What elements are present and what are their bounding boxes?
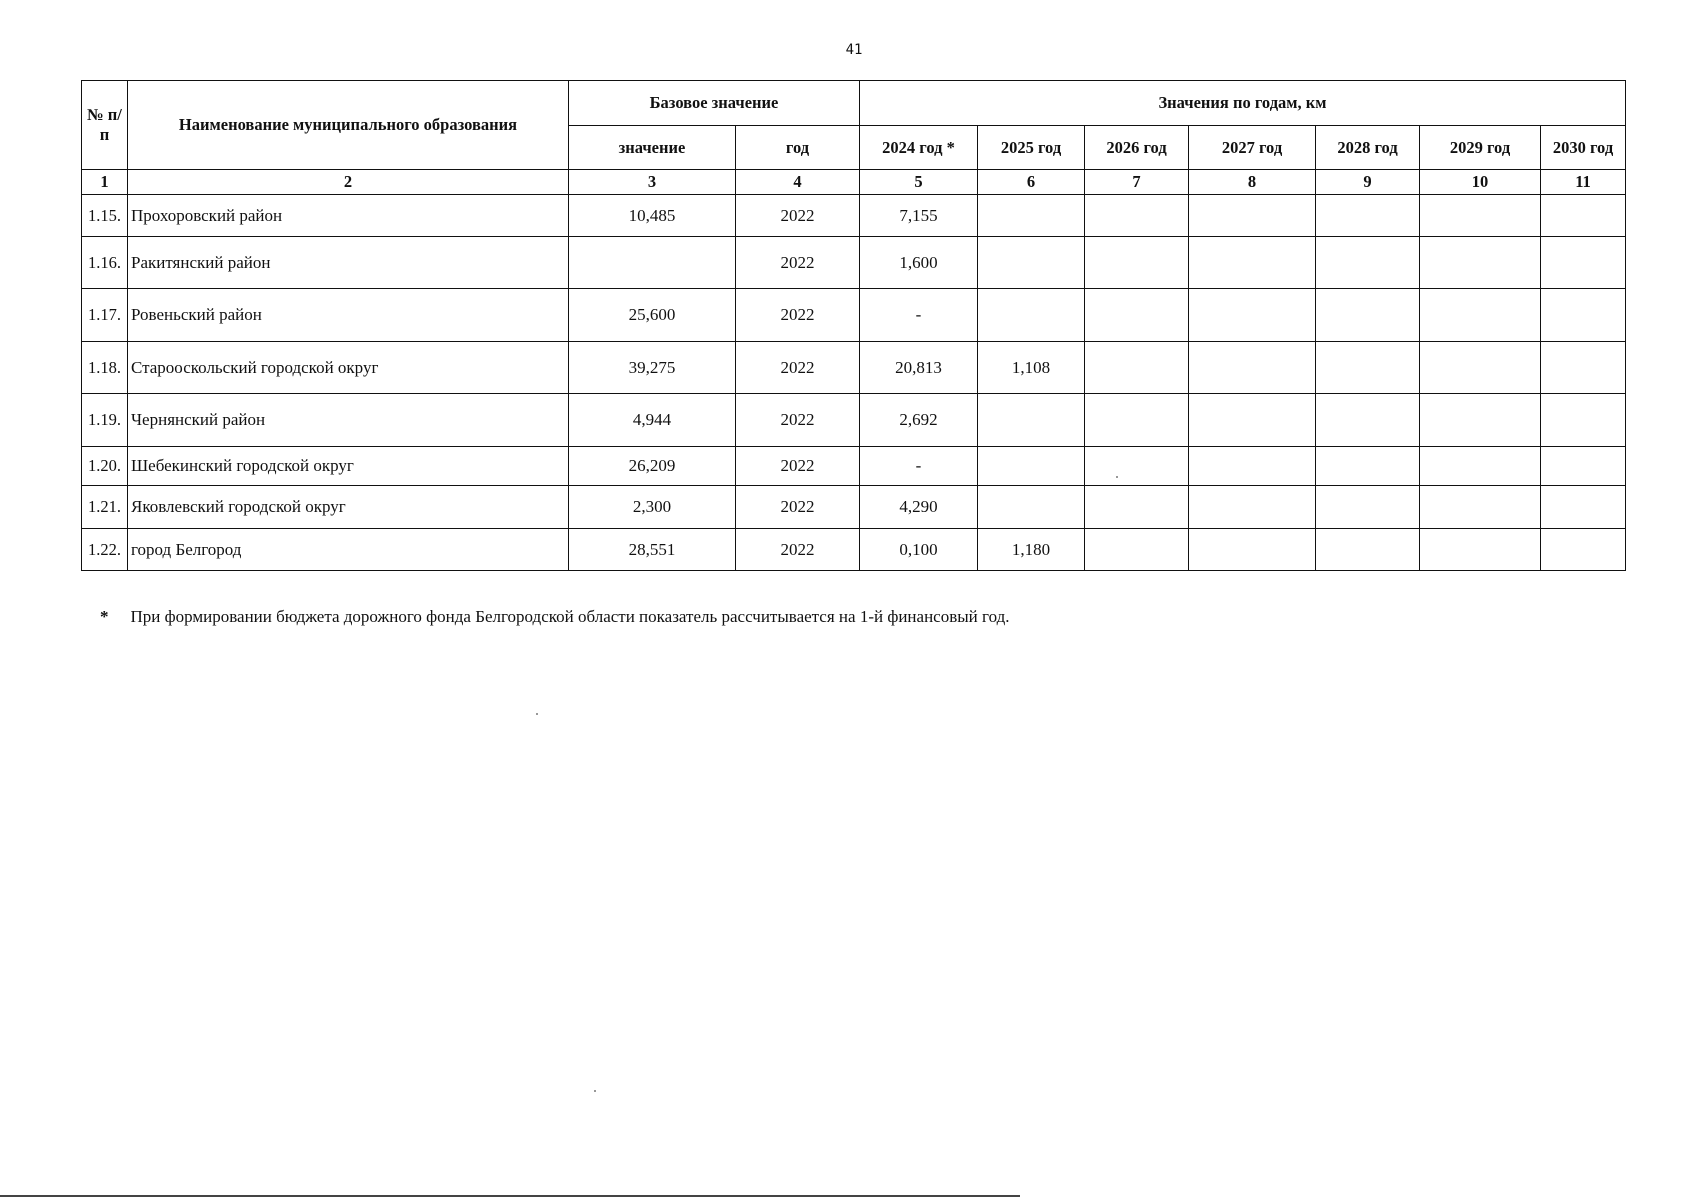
year-value xyxy=(1420,237,1541,289)
year-value xyxy=(1085,529,1189,571)
year-value xyxy=(1189,447,1316,486)
year-value xyxy=(1316,195,1420,237)
header-year: 2027 год xyxy=(1189,126,1316,170)
base-value: 25,600 xyxy=(569,289,736,342)
row-number: 1.18. xyxy=(82,342,128,394)
year-value: 4,290 xyxy=(860,486,978,529)
year-value xyxy=(1420,289,1541,342)
municipality-name: Ровеньский район xyxy=(128,289,569,342)
row-number: 1.16. xyxy=(82,237,128,289)
year-value xyxy=(1085,486,1189,529)
municipality-name: Прохоровский район xyxy=(128,195,569,237)
row-number: 1.22. xyxy=(82,529,128,571)
year-value xyxy=(1420,486,1541,529)
year-value xyxy=(1541,237,1626,289)
year-value xyxy=(1316,237,1420,289)
year-value xyxy=(1541,486,1626,529)
year-value xyxy=(1189,529,1316,571)
base-year: 2022 xyxy=(736,342,860,394)
column-number: 3 xyxy=(569,170,736,195)
base-year: 2022 xyxy=(736,447,860,486)
table-body xyxy=(82,195,1626,571)
year-value: 7,155 xyxy=(860,195,978,237)
municipality-name: Ракитянский район xyxy=(128,237,569,289)
year-value xyxy=(978,394,1085,447)
column-number: 2 xyxy=(128,170,569,195)
municipality-name: город Белгород xyxy=(128,529,569,571)
base-value: 4,944 xyxy=(569,394,736,447)
header-years-group: Значения по годам, км xyxy=(860,81,1626,126)
base-year: 2022 xyxy=(736,237,860,289)
table-row xyxy=(82,394,1626,447)
indicator-table xyxy=(81,80,1626,571)
base-year: 2022 xyxy=(736,394,860,447)
column-number-row xyxy=(82,170,1626,195)
header-base-group: Базовое значение xyxy=(569,81,860,126)
column-number: 11 xyxy=(1541,170,1626,195)
column-number: 4 xyxy=(736,170,860,195)
table-row xyxy=(82,486,1626,529)
row-number: 1.15. xyxy=(82,195,128,237)
year-value xyxy=(1316,342,1420,394)
year-value xyxy=(1189,342,1316,394)
table-row xyxy=(82,342,1626,394)
year-value xyxy=(978,289,1085,342)
header-year: 2029 год xyxy=(1420,126,1541,170)
base-year: 2022 xyxy=(736,195,860,237)
scan-speck xyxy=(536,713,538,715)
year-value xyxy=(1085,394,1189,447)
column-number: 7 xyxy=(1085,170,1189,195)
year-value xyxy=(1189,394,1316,447)
header-year: 2028 год xyxy=(1316,126,1420,170)
year-value xyxy=(1189,486,1316,529)
row-number: 1.19. xyxy=(82,394,128,447)
year-value xyxy=(978,447,1085,486)
year-value xyxy=(978,195,1085,237)
table-row xyxy=(82,447,1626,486)
header-num: № п/п xyxy=(82,81,128,170)
year-value xyxy=(1541,447,1626,486)
column-number: 6 xyxy=(978,170,1085,195)
base-year: 2022 xyxy=(736,289,860,342)
header-base-value: значение xyxy=(569,126,736,170)
year-value xyxy=(1420,195,1541,237)
year-value: 2,692 xyxy=(860,394,978,447)
year-value xyxy=(1420,394,1541,447)
year-value xyxy=(1316,486,1420,529)
column-number: 9 xyxy=(1316,170,1420,195)
year-value xyxy=(1420,529,1541,571)
scan-edge-line xyxy=(0,1195,1020,1197)
year-value xyxy=(1085,237,1189,289)
year-value xyxy=(1316,447,1420,486)
year-value xyxy=(1541,529,1626,571)
base-year: 2022 xyxy=(736,486,860,529)
footnote-text: При формировании бюджета дорожного фонда Белгородской области показатель рассчитывается на 1-й финансовый год. xyxy=(130,607,1010,626)
year-value xyxy=(1316,289,1420,342)
column-number: 10 xyxy=(1420,170,1541,195)
year-value xyxy=(1189,289,1316,342)
base-value: 10,485 xyxy=(569,195,736,237)
year-value xyxy=(1541,342,1626,394)
year-value xyxy=(1316,394,1420,447)
year-value xyxy=(1085,195,1189,237)
year-value xyxy=(1085,289,1189,342)
municipality-name: Шебекинский городской округ xyxy=(128,447,569,486)
municipality-name: Яковлевский городской округ xyxy=(128,486,569,529)
year-value xyxy=(1189,195,1316,237)
base-value: 26,209 xyxy=(569,447,736,486)
year-value xyxy=(978,237,1085,289)
year-value xyxy=(1085,342,1189,394)
year-value xyxy=(1541,394,1626,447)
column-number: 5 xyxy=(860,170,978,195)
base-value: 28,551 xyxy=(569,529,736,571)
table-row xyxy=(82,289,1626,342)
year-value: 1,180 xyxy=(978,529,1085,571)
scan-speck xyxy=(594,1090,596,1092)
year-value xyxy=(1189,237,1316,289)
year-value: 1,600 xyxy=(860,237,978,289)
base-value: 39,275 xyxy=(569,342,736,394)
base-value xyxy=(569,237,736,289)
row-number: 1.17. xyxy=(82,289,128,342)
year-value: 1,108 xyxy=(978,342,1085,394)
year-value xyxy=(1085,447,1189,486)
municipality-name: Чернянский район xyxy=(128,394,569,447)
row-number: 1.21. xyxy=(82,486,128,529)
year-value: 0,100 xyxy=(860,529,978,571)
year-value xyxy=(978,486,1085,529)
footnote xyxy=(100,607,1009,627)
year-value: - xyxy=(860,289,978,342)
year-value xyxy=(1541,289,1626,342)
table-row xyxy=(82,195,1626,237)
header-base-year: год xyxy=(736,126,860,170)
year-value: - xyxy=(860,447,978,486)
base-value: 2,300 xyxy=(569,486,736,529)
table-row xyxy=(82,529,1626,571)
header-name: Наименование муниципального образования xyxy=(128,81,569,170)
page-number: 41 xyxy=(845,42,863,58)
scan-speck xyxy=(1116,476,1118,478)
year-value xyxy=(1316,529,1420,571)
year-value xyxy=(1420,447,1541,486)
header-year: 2024 год * xyxy=(860,126,978,170)
footnote-mark: * xyxy=(100,607,109,626)
header-year: 2030 год xyxy=(1541,126,1626,170)
column-number: 1 xyxy=(82,170,128,195)
column-number: 8 xyxy=(1189,170,1316,195)
year-value xyxy=(1420,342,1541,394)
year-value xyxy=(1541,195,1626,237)
year-value: 20,813 xyxy=(860,342,978,394)
row-number: 1.20. xyxy=(82,447,128,486)
municipality-name: Старооскольский городской округ xyxy=(128,342,569,394)
header-year: 2025 год xyxy=(978,126,1085,170)
table-row xyxy=(82,237,1626,289)
header-year: 2026 год xyxy=(1085,126,1189,170)
base-year: 2022 xyxy=(736,529,860,571)
